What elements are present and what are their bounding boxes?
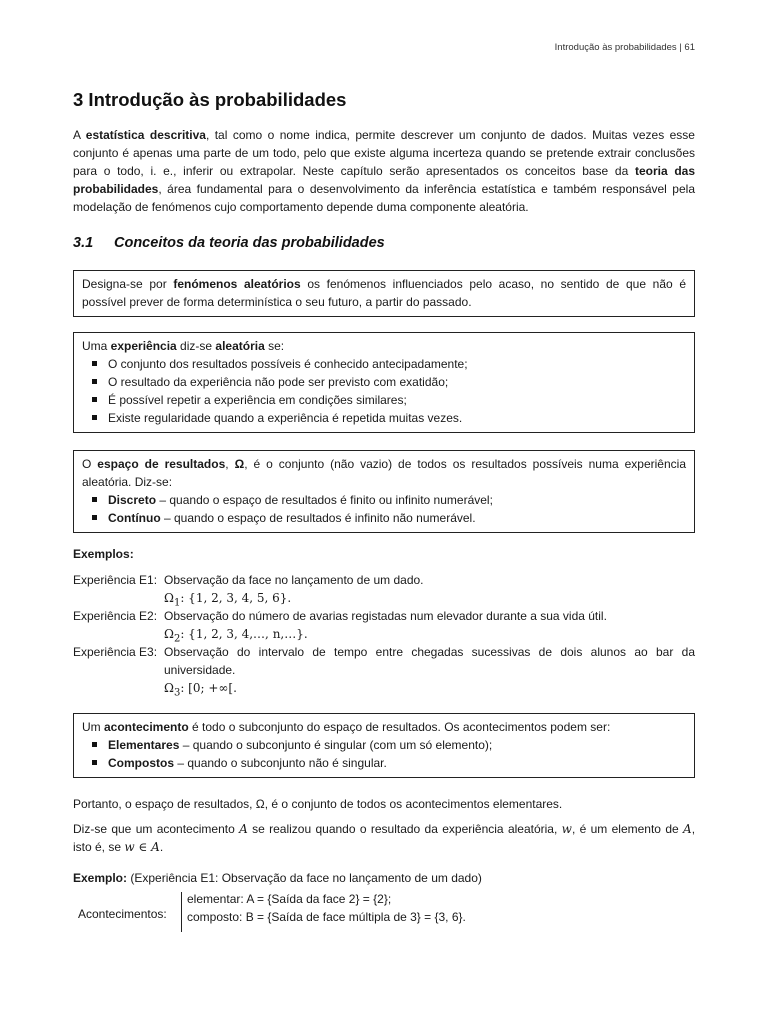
list-item: O resultado da experiência não pode ser previsto com exatidão;: [108, 373, 686, 391]
sample-space-paragraph: Portanto, o espaço de resultados, Ω, é o conjunto de todos os acontecimentos elementares.: [73, 797, 563, 811]
term-probability-theory: teoria das probabilidades: [73, 164, 695, 196]
definition-box-event: Um acontecimento é todo o subconjunto do espaço de resultados. Os acontecimentos podem ser: Elementares – quando o subconjunto é singular (com um só elemento); Compostos – quando o subconjunto não é singular.: [73, 713, 695, 778]
elementary-event-line: elementar: A = {Saída da face 2} = {2};: [187, 892, 392, 906]
experiment-description: Observação do intervalo de tempo entre chegadas sucessivas de dois alunos ao bar da universidade.: [164, 645, 695, 677]
running-header: Introdução às probabilidades | 61: [554, 42, 695, 53]
experiment-label: Experiência E3:: [73, 645, 158, 659]
examples-label: Exemplos:: [73, 547, 134, 561]
section-number: 3.1: [73, 235, 94, 251]
sample-space-set: $\Omega_3$: [0; +∞[.: [164, 681, 237, 699]
section-title: [73, 235, 385, 251]
definition-box-random-experiment: Uma experiência diz-se aleatória se: O conjunto dos resultados possíveis é conhecido antecipadamente; O resultado da experiência não pode ser previsto com exatidão; É possível repetir a experiência em condições similares; Existe regularidade quando a experiência é repetida muitas vezes.: [73, 332, 695, 433]
experiment-conditions-list: [82, 355, 686, 427]
sample-space-types-list: [82, 491, 686, 527]
list-item: Discreto – quando o espaço de resultados é finito ou infinito numerável;: [108, 491, 686, 509]
list-item: Contínuo – quando o espaço de resultados é infinito não numerável.: [108, 509, 686, 527]
list-item: Compostos – quando o subconjunto não é singular.: [108, 754, 686, 772]
list-item: Elementares – quando o subconjunto é singular (com um só elemento);: [108, 736, 686, 754]
chapter-title: 3 Introdução às probabilidades: [73, 89, 347, 110]
sample-space-set: $\Omega_2$: {1, 2, 3, 4,…, n,…}.: [164, 627, 308, 645]
events-label: Acontecimentos:: [78, 907, 167, 921]
intro-paragraph: A estatística descritiva, tal como o nome indica, permite descrever um conjunto de dados. Muitas vezes esse conjunto é apenas uma parte de um todo, pelo que existe alguma incerteza quando se pretende extrair conclusões para o todo, i. e., inferir ou extrapolar. Neste capítulo serão apresentados os conceitos base da teoria das probabilidades, área fundamental para o desenvolvimento da inferência estatística e também responsável pela modelação de fenómenos cujo comportamento depende duma componente aleatória.: [73, 128, 695, 214]
sample-space-set: $\Omega_1$: {1, 2, 3, 4, 5, 6}.: [164, 591, 292, 609]
experiment-description: Observação do número de avarias registadas num elevador durante a sua vida útil.: [164, 609, 607, 623]
definition-box-sample-space: O espaço de resultados, Ω, é o conjunto (não vazio) de todos os resultados possíveis numa experiência aleatória. Diz-se: Discreto – quando o espaço de resultados é finito ou infinito numerável; Contínuo – quando o espaço de resultados é infinito não numerável.: [73, 450, 695, 533]
experiment-description: Observação da face no lançamento de um dado.: [164, 573, 424, 587]
example-label: Exemplo:: [73, 871, 128, 885]
list-item: É possível repetir a experiência em condições similares;: [108, 391, 686, 409]
example-heading: Exemplo: (Experiência E1: Observação da face no lançamento de um dado): [73, 871, 482, 885]
event-types-list: [82, 736, 686, 772]
section-title-text: Conceitos da teoria das probabilidades: [114, 235, 385, 251]
experiment-label: Experiência E1:: [73, 573, 158, 587]
composite-event-line: composto: B = {Saída de face múltipla de 3} = {3, 6}.: [187, 910, 466, 924]
definition-box-random-phenomena: Designa-se por fenómenos aleatórios os fenómenos influenciados pelo acaso, no sentido de que não é possível prever de forma determinística o seu futuro, a partir do passado.: [73, 270, 695, 317]
list-item: O conjunto dos resultados possíveis é conhecido antecipadamente;: [108, 355, 686, 373]
list-item: Existe regularidade quando a experiência é repetida muitas vezes.: [108, 409, 686, 427]
event-realization-paragraph: Diz-se que um acontecimento A se realizou quando o resultado da experiência aleatória, w, é um elemento de A, isto é, se w ∈ A.: [73, 822, 696, 854]
brace-divider: [181, 892, 182, 932]
events-lines: [187, 890, 466, 926]
term-descriptive-statistics: estatística descritiva: [85, 128, 206, 142]
experiment-label: Experiência E2:: [73, 609, 158, 623]
